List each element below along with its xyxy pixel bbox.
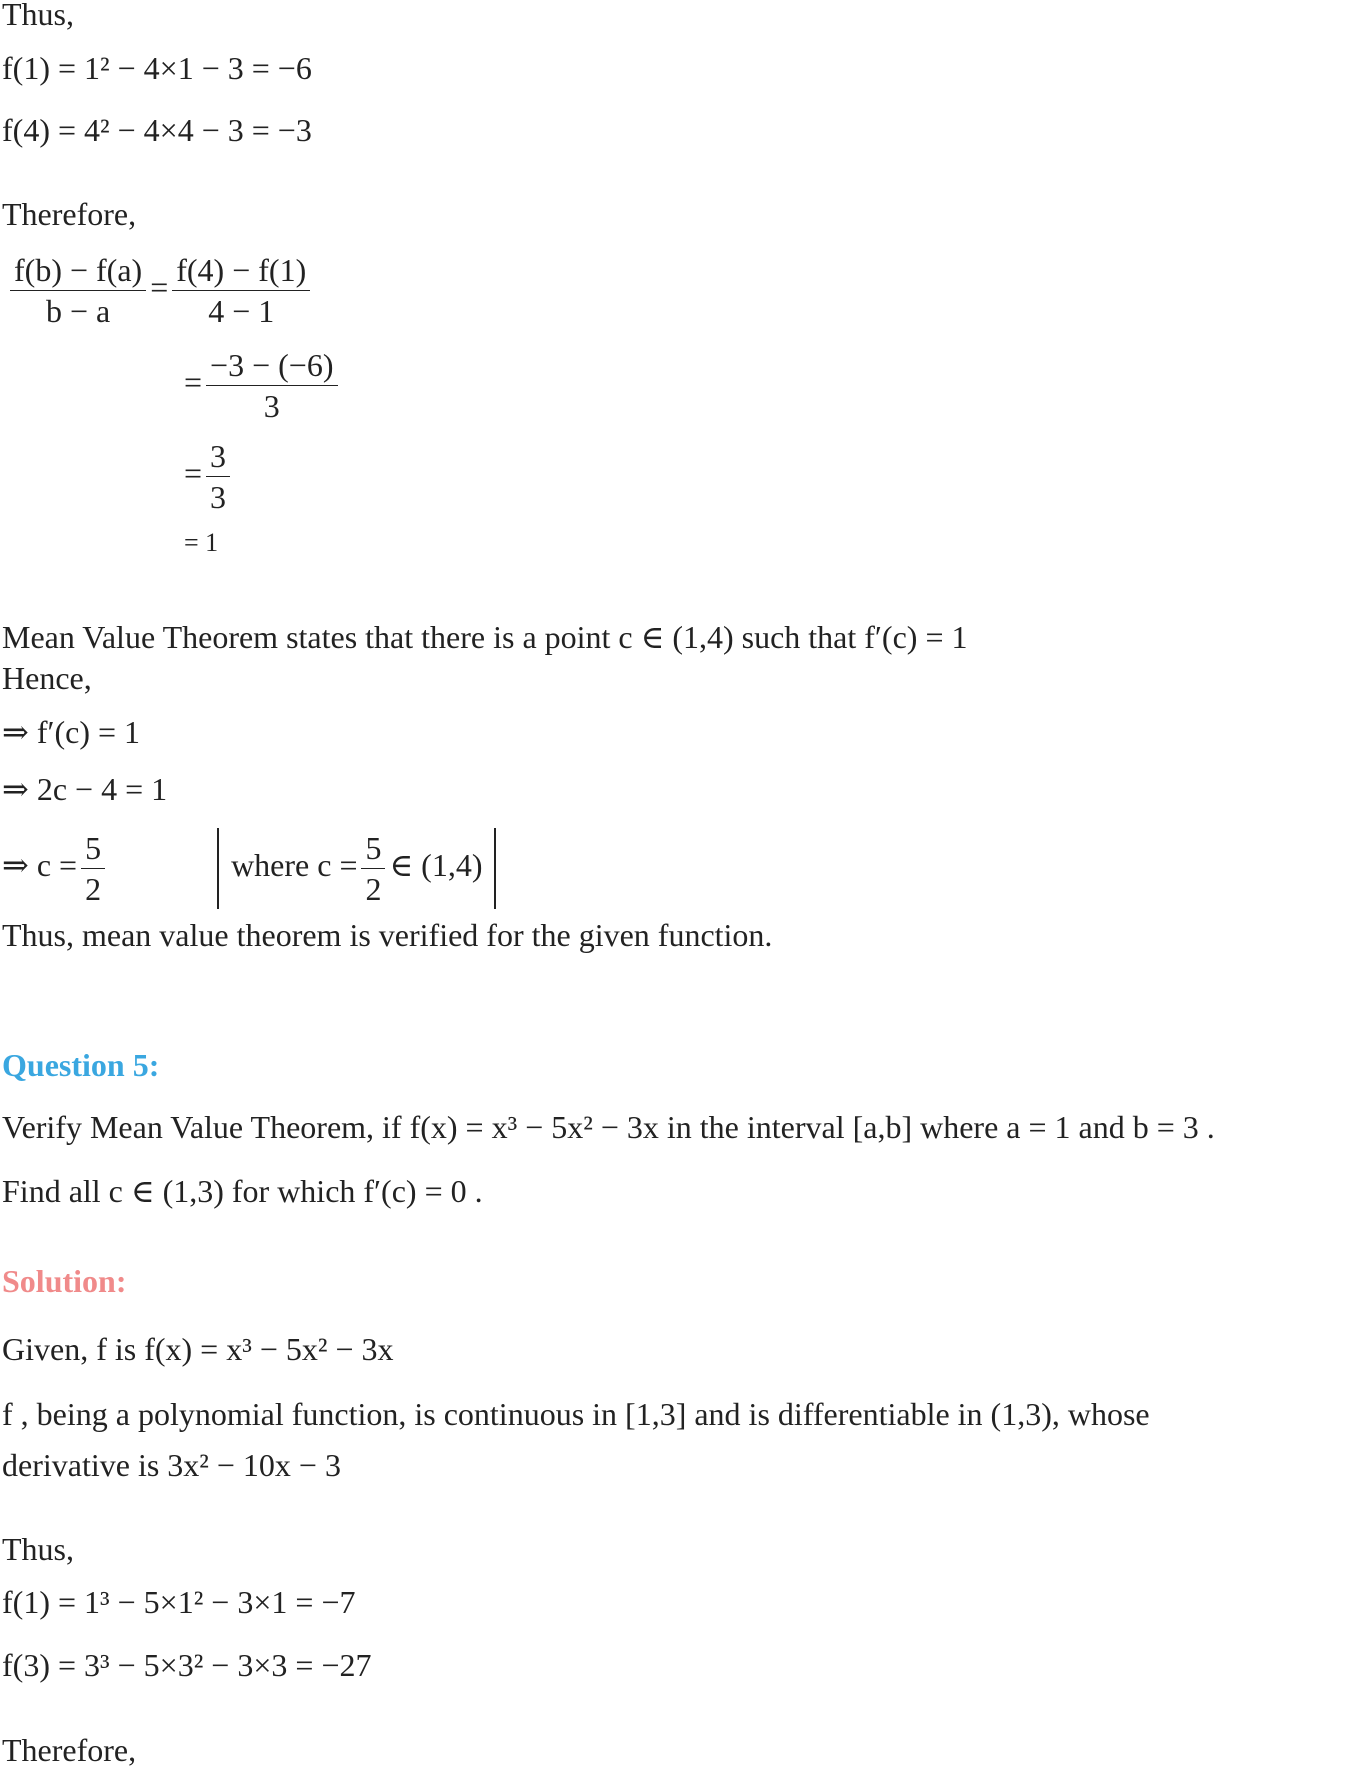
solution-continuity: f , being a polynomial function, is continuous in [1,3] and is differentiable in (1,3), whose — [2, 1396, 1150, 1432]
numerator: 3 — [206, 436, 230, 477]
fraction-equation-2: = $\frac{-3 - (-6)}{3}$ — [184, 345, 342, 426]
denominator: 3 — [210, 479, 227, 515]
question-5-line-2: Find all c ∈ (1,3) for which f′(c) = 0 . — [2, 1173, 483, 1209]
step-1: ⇒ f′(c) = 1 — [2, 714, 141, 750]
question-5-heading: Question 5: — [2, 1047, 160, 1083]
where-prefix: where c = — [231, 846, 358, 883]
solution-given: Given, f is f(x) = x³ − 5x² − 3x — [2, 1331, 394, 1367]
solution-f3: f(3) = 3³ − 5×3² − 3×3 = −27 — [2, 1647, 372, 1683]
text-thus: Thus, — [2, 0, 74, 32]
solution-f1: f(1) = 1³ − 5×1² − 3×1 = −7 — [2, 1584, 356, 1620]
solution-therefore: Therefore, — [2, 1732, 137, 1768]
equation-f1: f(1) = 1² − 4×1 − 3 = −6 — [2, 50, 312, 86]
solution-heading: Solution: — [2, 1263, 127, 1299]
fraction-equation-3: = $\frac{3}{3}$ — [184, 436, 234, 517]
denominator: 2 — [365, 871, 382, 907]
numerator: 5 — [361, 828, 385, 869]
equation-result: = 1 — [184, 528, 219, 557]
rhs-numerator: f(4) − f(1) — [172, 250, 310, 291]
where-bracket — [217, 828, 496, 909]
solution-derivative: derivative is 3x² − 10x − 3 — [2, 1447, 341, 1483]
text-conclusion: Thus, mean value theorem is verified for the given function. — [2, 917, 773, 953]
step-3-prefix: ⇒ c = — [2, 846, 78, 883]
text-hence: Hence, — [2, 660, 92, 696]
numerator: −3 − (−6) — [206, 345, 337, 386]
step-3 — [2, 828, 496, 909]
lhs-numerator: f(b) − f(a) — [10, 250, 146, 291]
numerator: 5 — [81, 828, 105, 869]
rhs-denominator: 4 − 1 — [208, 293, 275, 329]
denominator: 3 — [263, 388, 280, 424]
question-5-line-1: Verify Mean Value Theorem, if f(x) = x³ − 5x² − 3x in the interval [a,b] where a = 1 and b = 3 . — [2, 1109, 1215, 1145]
equation-f4: f(4) = 4² − 4×4 − 3 = −3 — [2, 112, 312, 148]
lhs-denominator: b − a — [45, 293, 111, 329]
text-mvt-statement: Mean Value Theorem states that there is a point c ∈ (1,4) such that f′(c) = 1 — [2, 619, 968, 655]
solution-thus: Thus, — [2, 1531, 74, 1567]
step-2: ⇒ 2c − 4 = 1 — [2, 771, 168, 807]
text-therefore: Therefore, — [2, 196, 137, 232]
denominator: 2 — [85, 871, 102, 907]
fraction-equation-1: $\frac{f(b) - f(a)}{b - a}$ = $\frac{f(4) - f(1)}{4 - 1}$ — [6, 250, 314, 331]
where-suffix: ∈ (1,4) — [389, 846, 483, 883]
